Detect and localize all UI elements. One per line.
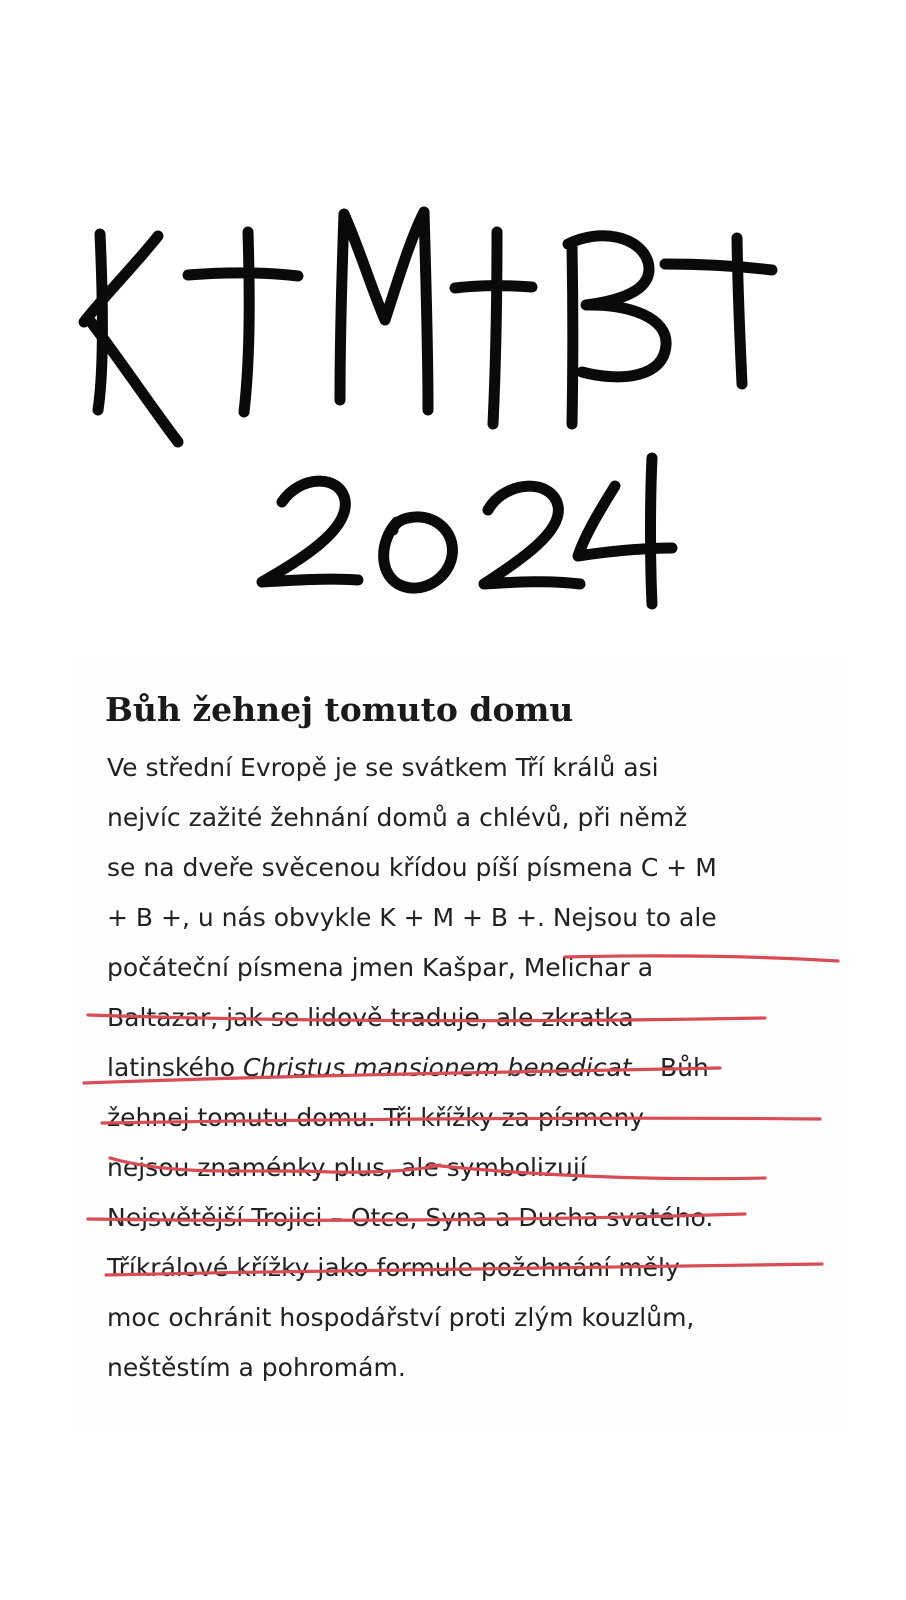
handwritten-inscription [0,0,906,640]
paragraph-line [107,1053,709,1083]
paragraph-line: počáteční písmena jmen Kašpar, Melichar a [107,953,654,982]
paragraph-line: žehnej tomutu domu. Tři křížky za písmeny [107,1103,645,1132]
paragraph-text: – Bůh [631,1053,709,1082]
digit-0 [384,517,453,588]
paragraph-line: Ve střední Evropě je se svátkem Tří králů asi [107,753,659,782]
cross-3-vertical [737,238,742,384]
cross-1-vertical [244,232,249,412]
paragraph-line: nejsou znaménky plus, ale symbolizují [107,1153,587,1182]
digit-2-first [262,481,358,582]
letter-k-stem [98,234,102,410]
article-card [75,660,847,1430]
latin-phrase: Christus mansionem benedicat [242,1053,632,1082]
letter-b-bowls [568,236,666,377]
article-title: Bůh žehnej tomuto domu [105,690,574,729]
cross-3-horizontal [665,264,772,270]
digit-2-second [484,486,580,584]
paragraph-line: se na dveře svěcenou křídou píší písmena C + M [107,853,717,882]
paragraph-line: + B +, u nás obvykle K + M + B +. Nejsou to ale [107,903,717,932]
cross-1-horizontal [188,273,298,276]
letter-k-arm [84,236,158,322]
letter-b-stem [572,246,573,424]
digit-4-stem [651,458,653,604]
paragraph-line: nejvíc zažité žehnání domů a chlévů, při němž [107,803,688,832]
digit-4 [578,486,672,556]
paragraph-line: Nejsvětější Trojici – Otce, Syna a Ducha svatého. [107,1203,714,1232]
paragraph-line: Tříkrálové křížky jako formule požehnání měly [107,1253,680,1282]
cross-2-vertical [493,232,497,424]
paragraph-line: moc ochránit hospodářství proti zlým kouzlům, [107,1303,695,1332]
letter-m [340,212,428,410]
paragraph-text: latinského [107,1053,243,1082]
paragraph-line: Baltazar, jak se lidově traduje, ale zkratka [107,1003,634,1032]
paragraph-line: neštěstím a pohromám. [107,1353,406,1382]
